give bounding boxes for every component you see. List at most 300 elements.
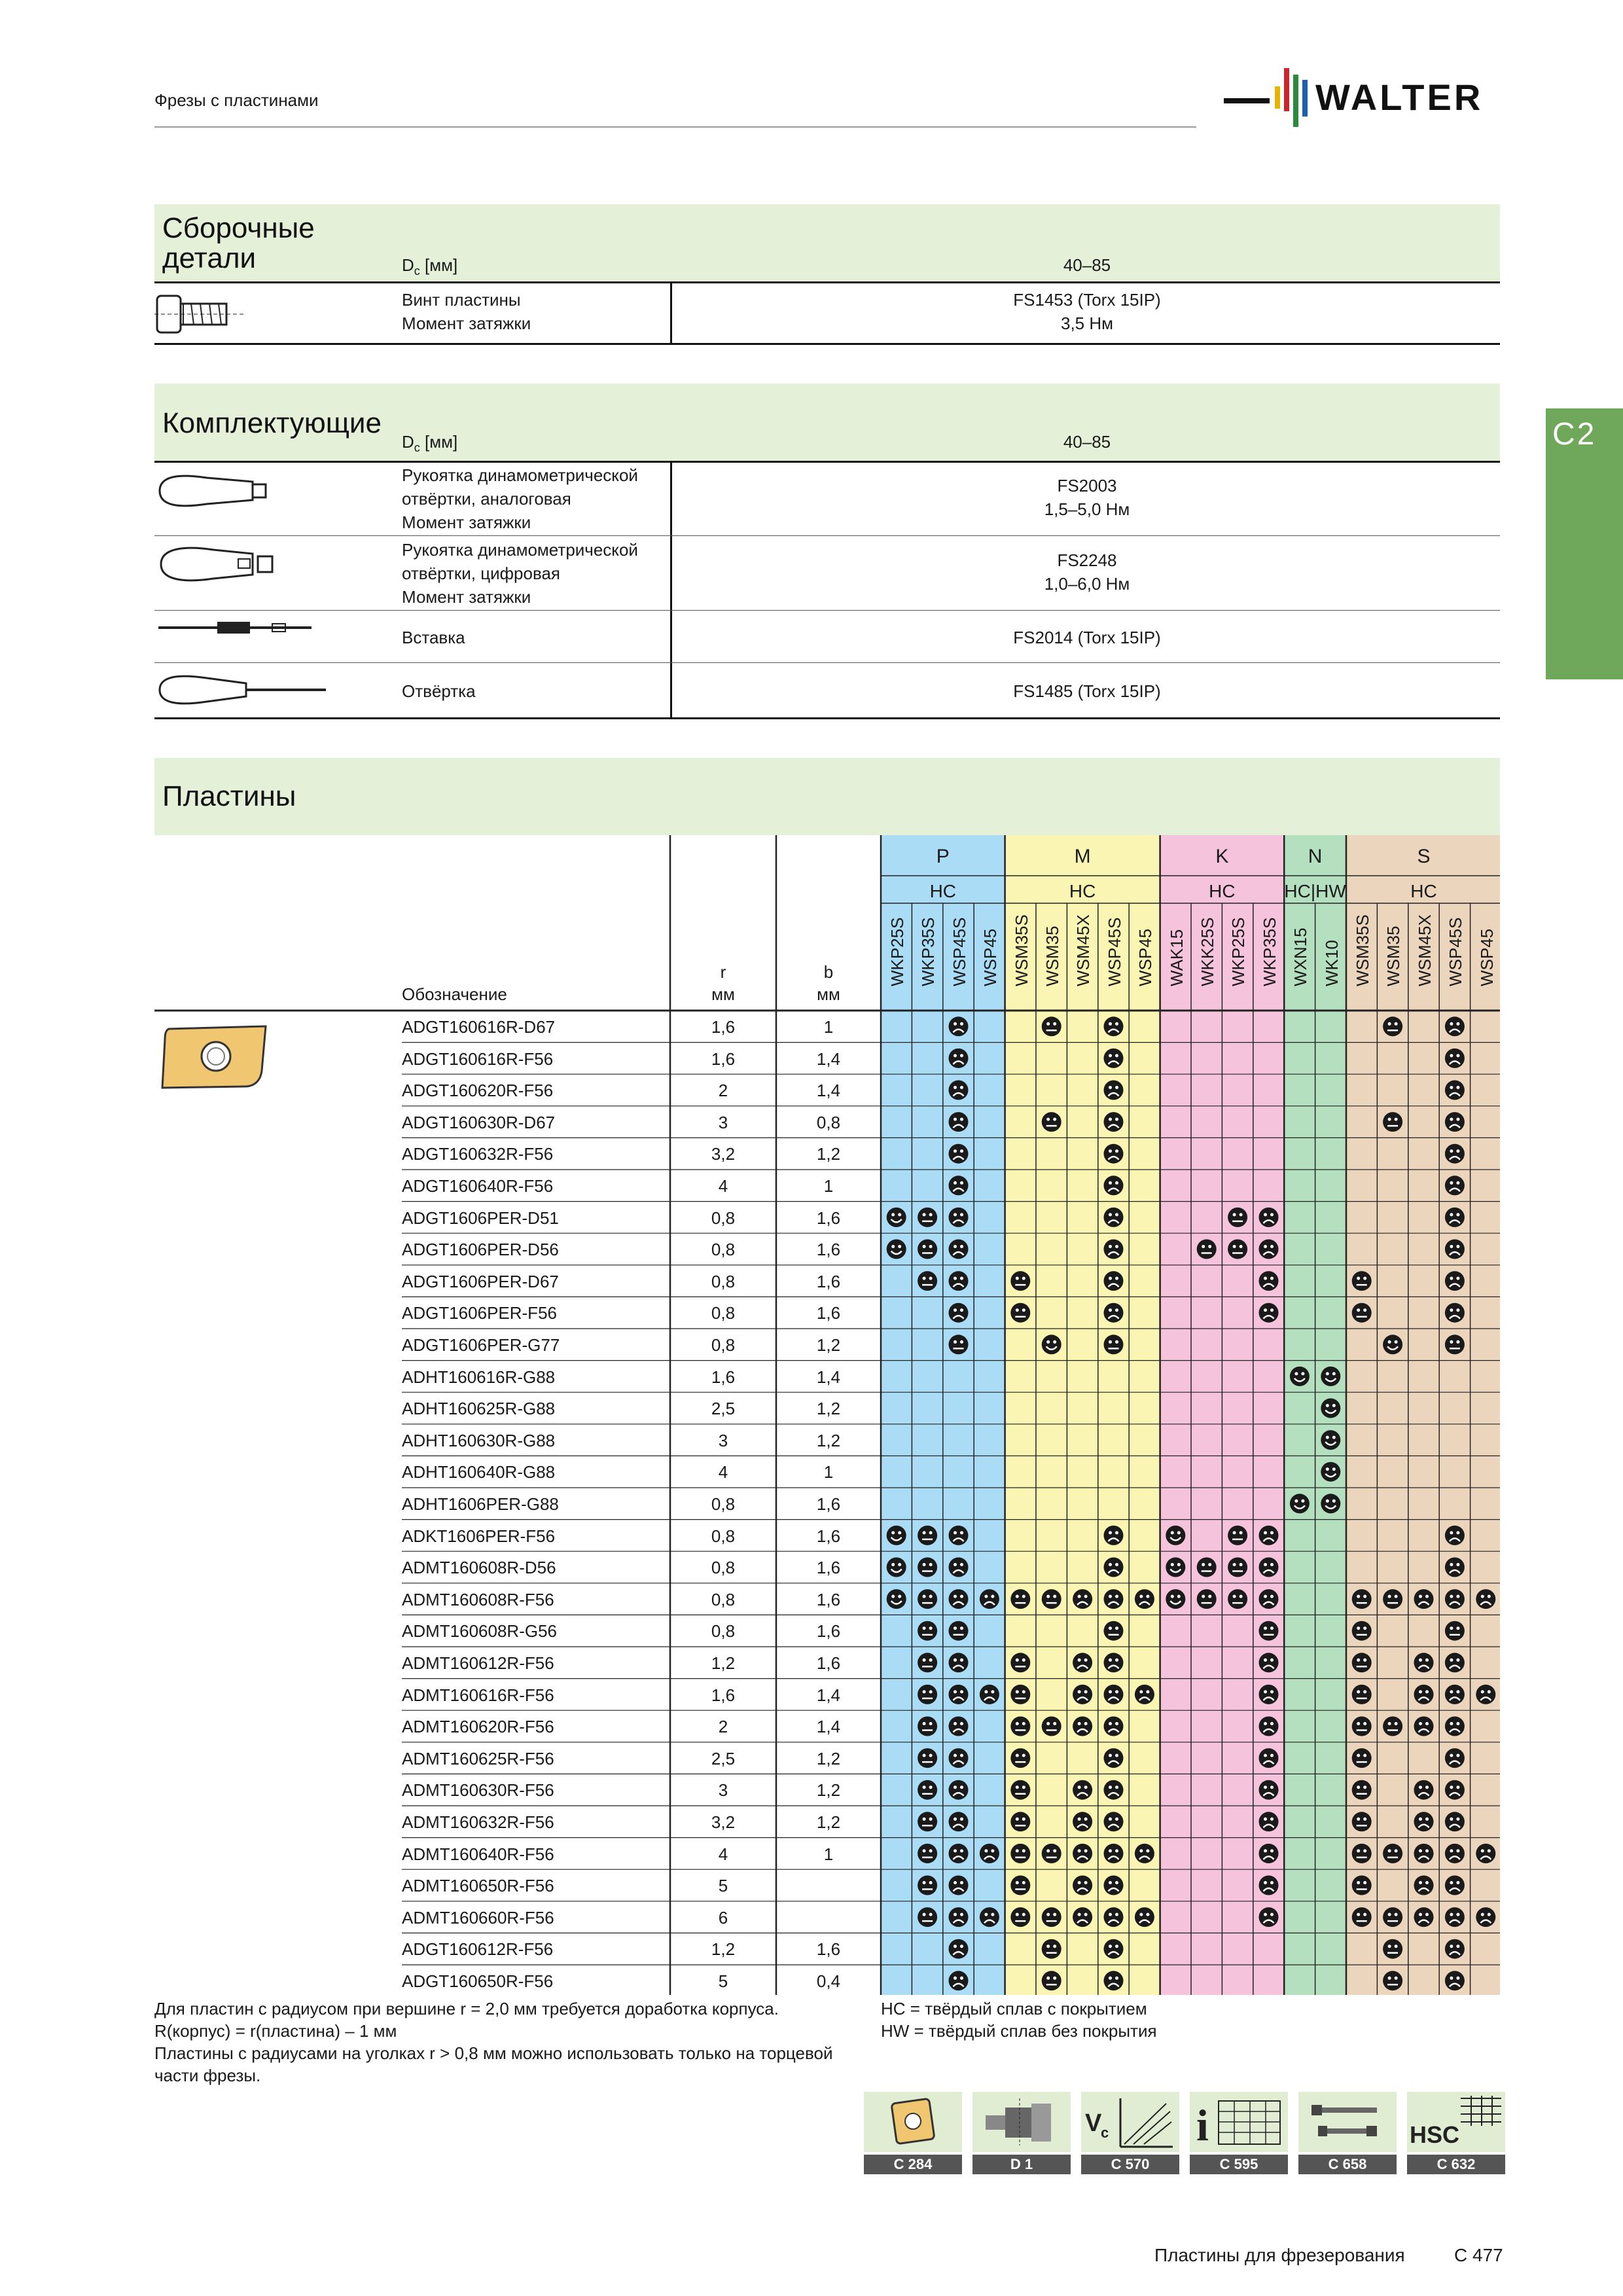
screw-label: Винт пластины Момент затяжки xyxy=(402,290,531,333)
insert-designation: ADGT160612R-F56 xyxy=(402,1939,554,1960)
neutral-face-icon xyxy=(1228,1208,1247,1227)
frown-face-icon xyxy=(1259,1844,1279,1863)
ref-insert[interactable] xyxy=(864,2092,962,2174)
grade-label: WSP45S xyxy=(1104,917,1124,986)
bit-insert-label: Вставка xyxy=(402,628,465,647)
grade-label: WSP45 xyxy=(1135,928,1156,986)
frown-face-icon xyxy=(949,1907,969,1927)
insert-radius: 1,6 xyxy=(711,1685,736,1705)
frown-face-icon xyxy=(1445,1748,1465,1768)
neutral-face-icon xyxy=(1010,1780,1030,1800)
insert-designation: ADKT1606PER-F56 xyxy=(402,1526,556,1546)
svg-text:i: i xyxy=(1196,2100,1209,2150)
insert-radius: 3 xyxy=(718,1430,728,1450)
section-tab-label: C2 xyxy=(1552,417,1597,452)
smile-icon xyxy=(1290,1367,1310,1386)
frown-face-icon xyxy=(949,1112,969,1132)
frown-face-icon xyxy=(1445,1876,1465,1895)
frown-face-icon xyxy=(1104,1049,1124,1068)
frown-face-icon xyxy=(1445,1240,1465,1259)
frown-face-icon xyxy=(1104,1112,1124,1132)
neutral-face-icon xyxy=(1197,1589,1217,1609)
frown-face-icon xyxy=(1259,1303,1279,1323)
group-letter-P: P xyxy=(936,846,950,867)
smile-icon xyxy=(887,1526,906,1545)
neutral-face-icon xyxy=(1352,1907,1372,1927)
ref-tool-holder[interactable] xyxy=(972,2092,1071,2174)
frown-face-icon xyxy=(1414,1685,1434,1704)
smile-icon xyxy=(887,1208,906,1227)
ref-label: C 632 xyxy=(1407,2155,1505,2174)
digital-handle-label: Рукоятка динамометрической отвёртки, цифровая Момент затяжки xyxy=(402,540,638,607)
grade-label: WKP35S xyxy=(918,917,938,986)
frown-face-icon xyxy=(1259,1780,1279,1800)
neutral-face-icon xyxy=(1445,1621,1465,1641)
ref-label: C 570 xyxy=(1081,2155,1179,2174)
insert-b: 1,6 xyxy=(816,1589,841,1609)
frown-face-icon xyxy=(949,1558,969,1577)
neutral-face-icon xyxy=(1104,1335,1124,1354)
insert-photo-icon xyxy=(156,1022,274,1090)
assembly-title-1: Сборочные xyxy=(162,212,315,244)
insert-radius: 0,8 xyxy=(711,1589,736,1609)
neutral-face-icon xyxy=(918,1717,937,1736)
frown-face-icon xyxy=(1445,1175,1465,1195)
insert-b: 1,4 xyxy=(816,1367,841,1387)
neutral-face-icon xyxy=(1228,1240,1247,1259)
frown-face-icon xyxy=(1135,1907,1154,1927)
insert-b: 1,2 xyxy=(816,1335,841,1355)
neutral-face-icon xyxy=(1010,1876,1030,1895)
neutral-face-icon xyxy=(1352,1589,1372,1609)
col-b-header: b xyxy=(823,962,834,982)
grade-label: WXN15 xyxy=(1291,927,1311,986)
insert-designation: ADGT160620R-F56 xyxy=(402,1081,554,1101)
page-header-title: Фрезы с пластинами xyxy=(154,90,319,110)
insert-radius: 1,6 xyxy=(711,1017,736,1037)
svg-text:HSC: HSC xyxy=(1410,2121,1460,2148)
neutral-face-icon xyxy=(1352,1621,1372,1641)
neutral-face-icon xyxy=(1197,1558,1217,1577)
neutral-face-icon xyxy=(918,1844,937,1863)
insert-designation: ADMT160660R-F56 xyxy=(402,1907,554,1928)
neutral-face-icon xyxy=(1383,1844,1402,1863)
insert-radius: 1,2 xyxy=(711,1653,736,1673)
grade-label: WSM45X xyxy=(1073,914,1094,986)
smile-icon xyxy=(887,1558,906,1577)
smile-icon xyxy=(1166,1589,1185,1609)
insert-radius: 2 xyxy=(718,1081,728,1101)
neutral-face-icon xyxy=(1352,1271,1372,1291)
group-letter-S: S xyxy=(1417,846,1431,867)
insert-b: 1,6 xyxy=(816,1526,841,1546)
frown-face-icon xyxy=(949,1208,969,1227)
frown-face-icon xyxy=(1414,1717,1434,1736)
frown-face-icon xyxy=(949,1876,969,1895)
neutral-face-icon xyxy=(1010,1907,1030,1927)
svg-text:c: c xyxy=(1101,2125,1109,2141)
frown-face-icon xyxy=(1135,1685,1154,1704)
insert-designation: ADGT160640R-F56 xyxy=(402,1176,554,1196)
insert-radius: 0,8 xyxy=(711,1621,736,1641)
walter-logo xyxy=(1224,60,1499,132)
frown-face-icon xyxy=(1445,1844,1465,1863)
frown-face-icon xyxy=(1104,1748,1124,1768)
insert-b: 1 xyxy=(823,1176,834,1196)
frown-face-icon xyxy=(949,1653,969,1672)
insert-b: 1,6 xyxy=(816,1271,841,1291)
note-right: HC = твёрдый сплав с покрытием HW = твёрдый сплав без покрытия xyxy=(881,1999,1157,2041)
frown-face-icon xyxy=(949,1175,969,1195)
frown-face-icon xyxy=(1445,1939,1465,1959)
grade-label: WSP45S xyxy=(949,917,969,986)
divider xyxy=(154,461,1500,463)
insert-designation: ADGT1606PER-D67 xyxy=(402,1271,559,1291)
frown-face-icon xyxy=(949,1812,969,1831)
insert-designation: ADMT160630R-F56 xyxy=(402,1780,554,1801)
tool-holder-icon xyxy=(972,2092,1071,2152)
frown-face-icon xyxy=(949,1971,969,1990)
info-table-icon xyxy=(1190,2092,1288,2152)
grade-label: WSM35 xyxy=(1043,925,1062,986)
neutral-face-icon xyxy=(1042,1589,1061,1609)
frown-face-icon xyxy=(980,1685,999,1704)
analog-handle-label: Рукоятка динамометрической отвёртки, аналоговая Момент затяжки xyxy=(402,465,638,532)
frown-face-icon xyxy=(1135,1844,1154,1863)
group-letter-M: M xyxy=(1074,846,1091,867)
frown-face-icon xyxy=(949,1271,969,1291)
inserts-grade-table xyxy=(154,835,1500,1995)
divider xyxy=(154,343,1500,345)
neutral-face-icon xyxy=(949,1621,969,1641)
neutral-face-icon xyxy=(1383,1016,1402,1036)
neutral-face-icon xyxy=(918,1271,937,1291)
neutral-face-icon xyxy=(1383,1939,1402,1959)
grade-label: WKP25S xyxy=(887,917,907,986)
frown-face-icon xyxy=(1104,1558,1124,1577)
frown-face-icon xyxy=(1104,1812,1124,1831)
col-designation-header: Обозначение xyxy=(402,984,507,1004)
frown-face-icon xyxy=(1104,1144,1124,1164)
divider xyxy=(154,281,1500,283)
frown-face-icon xyxy=(1445,1558,1465,1577)
neutral-face-icon xyxy=(1352,1876,1372,1895)
smile-icon xyxy=(1321,1399,1340,1418)
frown-face-icon xyxy=(1259,1812,1279,1831)
neutral-face-icon xyxy=(1352,1812,1372,1831)
insert-radius: 3 xyxy=(718,1780,728,1801)
frown-face-icon xyxy=(1073,1907,1092,1927)
frown-face-icon xyxy=(949,1526,969,1545)
frown-face-icon xyxy=(949,1717,969,1736)
insert-radius: 0,8 xyxy=(711,1558,736,1578)
screwdriver-value: FS1485 (Torx 15IP) xyxy=(1013,681,1161,701)
frown-face-icon xyxy=(1259,1907,1279,1927)
insert-b: 0,4 xyxy=(816,1971,841,1991)
neutral-face-icon xyxy=(918,1240,937,1259)
insert-radius: 3,2 xyxy=(711,1812,736,1832)
frown-face-icon xyxy=(949,1589,969,1609)
col-b-unit: мм xyxy=(817,984,840,1004)
insert-designation: ADGT160632R-F56 xyxy=(402,1144,554,1164)
frown-face-icon xyxy=(1104,1780,1124,1800)
frown-face-icon xyxy=(949,1144,969,1164)
insert-radius: 4 xyxy=(718,1176,728,1196)
bit-insert-icon xyxy=(154,618,318,637)
frown-face-icon xyxy=(1073,1685,1092,1704)
spare-parts-icon xyxy=(1298,2092,1397,2152)
frown-face-icon xyxy=(1259,1271,1279,1291)
frown-face-icon xyxy=(1414,1589,1434,1609)
smile-icon xyxy=(1290,1494,1310,1513)
insert-radius: 0,8 xyxy=(711,1303,736,1323)
frown-face-icon xyxy=(1104,1589,1124,1609)
group-sub-N: HC|HW xyxy=(1284,881,1346,901)
neutral-face-icon xyxy=(1383,1589,1402,1609)
insert-radius: 1,6 xyxy=(711,1049,736,1069)
smile-icon xyxy=(1321,1367,1340,1386)
neutral-face-icon xyxy=(918,1621,937,1641)
frown-face-icon xyxy=(1073,1876,1092,1895)
smile-icon xyxy=(1321,1430,1340,1450)
divider xyxy=(154,717,1500,719)
accessories-dc-value: 40–85 xyxy=(1063,432,1111,452)
group-letter-K: K xyxy=(1215,846,1229,867)
insert-radius: 0,8 xyxy=(711,1526,736,1546)
neutral-face-icon xyxy=(1352,1653,1372,1672)
insert-b: 1,2 xyxy=(816,1780,841,1801)
neutral-face-icon xyxy=(918,1526,937,1545)
frown-face-icon xyxy=(1104,1240,1124,1259)
footer-section-title: Пластины для фрезерования xyxy=(1154,2245,1405,2265)
insert-designation: ADMT160640R-F56 xyxy=(402,1844,554,1864)
neutral-face-icon xyxy=(1042,1971,1061,1990)
frown-face-icon xyxy=(1104,1271,1124,1291)
insert-designation: ADMT160608R-D56 xyxy=(402,1558,556,1578)
smile-icon xyxy=(1321,1494,1340,1513)
frown-face-icon xyxy=(949,1844,969,1863)
insert-b: 1,4 xyxy=(816,1685,841,1705)
insert-b: 1,6 xyxy=(816,1494,841,1514)
frown-face-icon xyxy=(949,1240,969,1259)
neutral-face-icon xyxy=(1010,1685,1030,1704)
bit-insert-value: FS2014 (Torx 15IP) xyxy=(1013,628,1161,647)
frown-face-icon xyxy=(1073,1589,1092,1609)
frown-face-icon xyxy=(1135,1589,1154,1609)
grade-label: WAK15 xyxy=(1166,929,1186,986)
insert-radius: 5 xyxy=(718,1876,728,1896)
insert-b: 1 xyxy=(823,1017,834,1037)
frown-face-icon xyxy=(1445,1049,1465,1068)
insert-radius: 3 xyxy=(718,1112,728,1132)
grade-label: WSM45X xyxy=(1414,914,1435,986)
frown-face-icon xyxy=(1104,1303,1124,1323)
frown-face-icon xyxy=(980,1589,999,1609)
neutral-face-icon xyxy=(1042,1844,1061,1863)
neutral-face-icon xyxy=(1010,1717,1030,1736)
neutral-face-icon xyxy=(1445,1335,1465,1354)
frown-face-icon xyxy=(1259,1876,1279,1895)
neutral-face-icon xyxy=(1010,1748,1030,1768)
neutral-face-icon xyxy=(918,1812,937,1831)
insert-radius: 5 xyxy=(718,1971,728,1991)
assembly-title-2: детали xyxy=(162,242,257,274)
frown-face-icon xyxy=(1104,1208,1124,1227)
neutral-face-icon xyxy=(1352,1685,1372,1704)
frown-face-icon xyxy=(980,1907,999,1927)
frown-face-icon xyxy=(1414,1844,1434,1863)
neutral-face-icon xyxy=(918,1653,937,1672)
grade-label: WSP45 xyxy=(980,928,1001,986)
group-sub-M: HC xyxy=(1069,881,1096,901)
frown-face-icon xyxy=(1445,1208,1465,1227)
group-sub-P: HC xyxy=(929,881,957,901)
insert-radius: 6 xyxy=(718,1907,728,1928)
insert-designation: ADGT1606PER-D56 xyxy=(402,1240,559,1260)
neutral-face-icon xyxy=(918,1748,937,1768)
frown-face-icon xyxy=(1414,1812,1434,1831)
frown-face-icon xyxy=(1104,1717,1124,1736)
analog-handle-values: FS2003 1,5–5,0 Нм xyxy=(1044,476,1130,519)
insert-radius: 1,6 xyxy=(711,1367,736,1387)
frown-face-icon xyxy=(1104,1081,1124,1100)
frown-face-icon xyxy=(949,1939,969,1959)
frown-face-icon xyxy=(1445,1685,1465,1704)
neutral-face-icon xyxy=(1383,1907,1402,1927)
frown-face-icon xyxy=(1104,1016,1124,1036)
insert-b: 1,2 xyxy=(816,1399,841,1419)
frown-face-icon xyxy=(1073,1717,1092,1736)
neutral-face-icon xyxy=(1042,1112,1061,1132)
frown-face-icon xyxy=(1104,1971,1124,1990)
frown-face-icon xyxy=(1259,1558,1279,1577)
insert-b: 1,4 xyxy=(816,1717,841,1737)
insert-radius: 3,2 xyxy=(711,1144,736,1164)
ref-info[interactable] xyxy=(1190,2092,1288,2174)
divider xyxy=(154,610,1500,611)
insert-b: 1,4 xyxy=(816,1081,841,1101)
ref-label: C 658 xyxy=(1298,2155,1397,2174)
frown-face-icon xyxy=(1445,1653,1465,1672)
divider xyxy=(154,662,1500,663)
insert-designation: ADMT160620R-F56 xyxy=(402,1717,554,1737)
insert-designation: ADGT160616R-D67 xyxy=(402,1017,556,1037)
ref-label: D 1 xyxy=(972,2155,1071,2174)
inserts-title: Пластины xyxy=(162,780,296,812)
neutral-face-icon xyxy=(1383,1112,1402,1132)
smile-icon xyxy=(887,1240,906,1259)
insert-designation: ADHT160616R-G88 xyxy=(402,1367,556,1387)
neutral-face-icon xyxy=(1228,1589,1247,1609)
frown-face-icon xyxy=(949,1685,969,1704)
frown-face-icon xyxy=(1259,1717,1279,1736)
insert-radius: 1,2 xyxy=(711,1939,736,1960)
insert-b: 1,2 xyxy=(816,1144,841,1164)
screwdriver-label: Отвёртка xyxy=(402,681,476,701)
frown-face-icon xyxy=(1445,1112,1465,1132)
screwdriver-icon xyxy=(154,670,331,709)
frown-face-icon xyxy=(1445,1717,1465,1736)
frown-face-icon xyxy=(1104,1526,1124,1545)
insert-designation: ADHT1606PER-G88 xyxy=(402,1494,559,1514)
neutral-face-icon xyxy=(1010,1812,1030,1831)
frown-face-icon xyxy=(1259,1748,1279,1768)
frown-face-icon xyxy=(1476,1589,1495,1609)
frown-face-icon xyxy=(1445,1144,1465,1164)
neutral-face-icon xyxy=(1228,1526,1247,1545)
frown-face-icon xyxy=(949,1748,969,1768)
frown-face-icon xyxy=(949,1016,969,1036)
frown-face-icon xyxy=(1445,1780,1465,1800)
frown-face-icon xyxy=(1445,1812,1465,1831)
neutral-face-icon xyxy=(918,1208,937,1227)
smile-icon xyxy=(1166,1526,1185,1545)
frown-face-icon xyxy=(1476,1844,1495,1863)
insert-designation: ADGT160616R-F56 xyxy=(402,1049,554,1069)
neutral-face-icon xyxy=(1010,1303,1030,1323)
grade-label: WKK25S xyxy=(1198,917,1217,986)
insert-b: 1,6 xyxy=(816,1621,841,1641)
frown-face-icon xyxy=(1073,1653,1092,1672)
smile-icon xyxy=(1042,1335,1061,1354)
frown-face-icon xyxy=(1104,1175,1124,1195)
insert-designation: ADHT160640R-G88 xyxy=(402,1462,556,1482)
insert-radius: 0,8 xyxy=(711,1240,736,1260)
neutral-face-icon xyxy=(1042,1016,1061,1036)
frown-face-icon xyxy=(1445,1589,1465,1609)
insert-designation: ADGT160650R-F56 xyxy=(402,1971,554,1991)
neutral-face-icon xyxy=(1259,1621,1279,1641)
insert-designation: ADGT1606PER-F56 xyxy=(402,1303,557,1323)
neutral-face-icon xyxy=(918,1558,937,1577)
ref-label: C 284 xyxy=(864,2155,962,2174)
insert-designation: ADMT160608R-F56 xyxy=(402,1589,554,1609)
frown-face-icon xyxy=(1259,1208,1279,1227)
neutral-face-icon xyxy=(1042,1939,1061,1959)
frown-face-icon xyxy=(1259,1685,1279,1704)
frown-face-icon xyxy=(1259,1526,1279,1545)
grade-label: WSP45S xyxy=(1446,917,1466,986)
frown-face-icon xyxy=(1259,1589,1279,1609)
grade-label: WKP25S xyxy=(1228,917,1249,986)
ref-cutting-data[interactable] xyxy=(1081,2092,1179,2174)
cutting-data-icon xyxy=(1081,2092,1179,2152)
neutral-face-icon xyxy=(1104,1621,1124,1641)
frown-face-icon xyxy=(1073,1844,1092,1863)
insert-b: 1 xyxy=(823,1462,834,1482)
insert-b: 1,6 xyxy=(816,1303,841,1323)
neutral-face-icon xyxy=(1352,1717,1372,1736)
header-divider xyxy=(154,126,1196,128)
neutral-face-icon xyxy=(1228,1558,1247,1577)
frown-face-icon xyxy=(980,1844,999,1863)
frown-face-icon xyxy=(1414,1653,1434,1672)
insert-b: 0,8 xyxy=(816,1112,841,1132)
frown-face-icon xyxy=(1445,1526,1465,1545)
ref-spare-parts[interactable] xyxy=(1298,2092,1397,2174)
insert-designation: ADMT160608R-G56 xyxy=(402,1621,557,1641)
svg-text:V: V xyxy=(1085,2109,1102,2137)
neutral-face-icon xyxy=(918,1907,937,1927)
ref-hsc[interactable] xyxy=(1407,2092,1505,2174)
frown-face-icon xyxy=(1414,1907,1434,1927)
grade-label: WKP35S xyxy=(1259,917,1279,986)
neutral-face-icon xyxy=(1383,1971,1402,1990)
insert-designation: ADMT160632R-F56 xyxy=(402,1812,554,1832)
group-sub-K: HC xyxy=(1209,881,1236,901)
hsc-icon xyxy=(1407,2092,1505,2152)
frown-face-icon xyxy=(1073,1780,1092,1800)
